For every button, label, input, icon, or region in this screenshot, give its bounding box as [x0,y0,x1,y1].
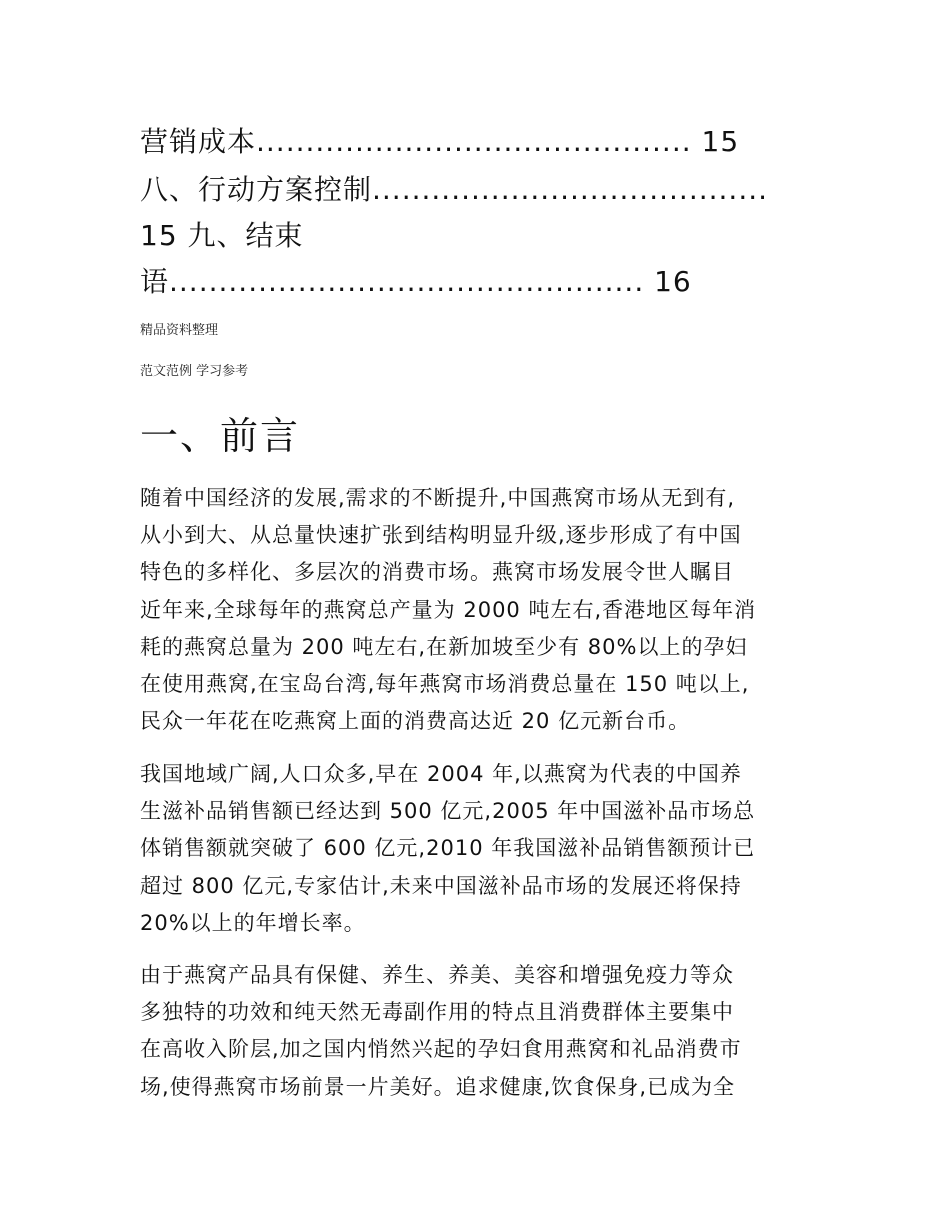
paragraph-line: 特色的多样化、多层次的消费市场。燕窝市场发展令世人瞩目 [140,560,734,585]
paragraph-line: 民众一年花在吃燕窝上面的消费高达近 20 亿元新台币。 [140,709,691,734]
paragraph-line: 由于燕窝产品具有保健、养生、养美、美容和增强免疫力等众 [140,963,734,987]
toc-entry-marketing-cost: 营销成本............................................ 15 [140,125,740,158]
paragraph-line: 生滋补品销售额已经达到 500 亿元,2005 年中国滋补品市场总 [140,799,756,824]
paragraph-sales-figures [140,756,810,942]
paragraph-line: 在高收入阶层,加之国内悄然兴起的孕妇食用燕窝和礼品消费市 [140,1037,742,1062]
paragraph-line: 从小到大、从总量快速扩张到结构明显升级,逐步形成了有中国 [140,523,742,548]
toc-entry-action-plan: 八、行动方案控制........................................ [140,173,769,206]
paragraph-line: 近年来,全球每年的燕窝总产量为 2000 吨左右,香港地区每年消 [140,597,757,622]
paragraph-line: 体销售额就突破了 600 亿元,2010 年我国滋补品销售额预计已 [140,836,756,861]
paragraph-line: 耗的燕窝总量为 200 吨左右,在新加坡至少有 80%以上的孕妇 [140,634,748,659]
section-title: 一、前言 [140,414,301,458]
paragraph-market-overview [140,480,810,740]
paragraph-line: 多独特的功效和纯天然无毒副作用的特点且消费群体主要集中 [140,1000,734,1025]
note-material-collection: 精品资料整理 [140,323,219,338]
toc-entry-page-and-conclusion: 15 九、结束 [140,219,304,252]
paragraph-market-prospects [140,957,810,1106]
paragraph-line: 我国地域广阔,人口众多,早在 2004 年,以燕窝为代表的中国养 [140,762,742,786]
toc-entry-conclusion: 语................................................ 16 [140,265,692,298]
paragraph-line: 在使用燕窝,在宝岛台湾,每年燕窝市场消费总量在 150 吨以上, [140,672,750,697]
paragraph-line: 随着中国经济的发展,需求的不断提升,中国燕窝市场从无到有, [140,486,736,510]
paragraph-line: 超过 800 亿元,专家估计,未来中国滋补品市场的发展还将保持 [140,873,742,898]
paragraph-line: 场,使得燕窝市场前景一片美好。追求健康,饮食保身,已成为全 [140,1074,736,1099]
note-sample-reference: 范文范例 学习参考 [140,364,249,379]
paragraph-line: 20%以上的年增长率。 [140,910,366,935]
